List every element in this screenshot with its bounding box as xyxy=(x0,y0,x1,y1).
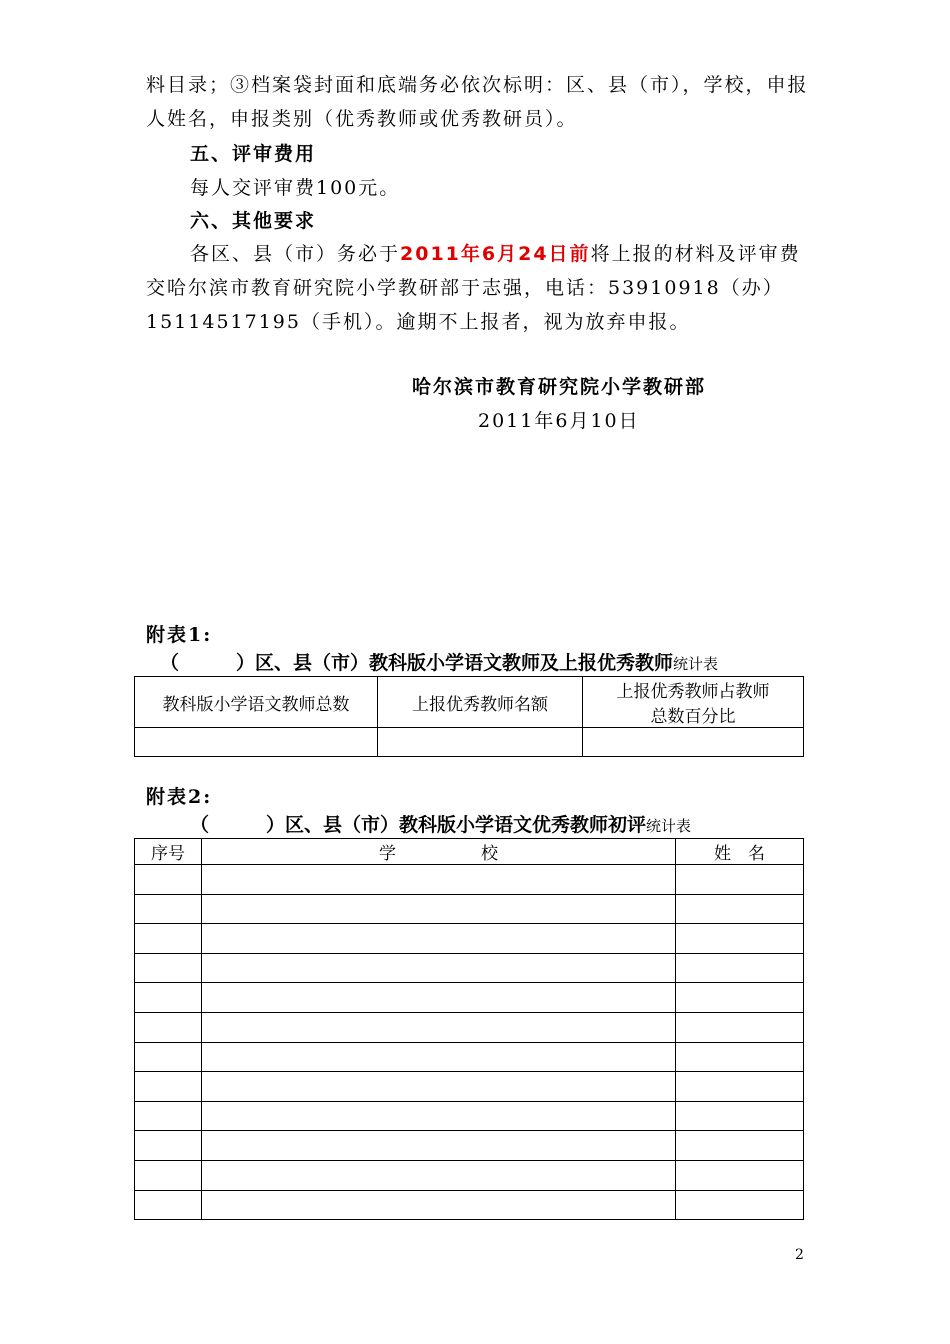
table2-cell[interactable] xyxy=(202,953,676,983)
table1-title-main: （ ）区、县（市）教科版小学语文教师及上报优秀教师 xyxy=(160,652,674,674)
table2-cell[interactable] xyxy=(202,1131,676,1161)
table-row xyxy=(135,865,804,895)
table2-cell[interactable] xyxy=(676,1042,804,1072)
table2-cell[interactable] xyxy=(135,1072,202,1102)
table2-cell[interactable] xyxy=(202,1012,676,1042)
table2-cell[interactable] xyxy=(202,1190,676,1220)
table-row xyxy=(135,953,804,983)
table2-cell[interactable] xyxy=(135,1131,202,1161)
table2-cell[interactable] xyxy=(676,1131,804,1161)
table-row xyxy=(135,1101,804,1131)
table-row xyxy=(135,1072,804,1102)
table1 xyxy=(134,676,804,757)
table2-cell[interactable] xyxy=(202,1160,676,1190)
requirement-line-3: 15114517195（手机）。逾期不上报者，视为放弃申报。 xyxy=(146,311,691,333)
table2-cell[interactable] xyxy=(135,924,202,954)
table1-header-quota: 上报优秀教师名额 xyxy=(378,677,583,728)
fee-text: 每人交评审费100元。 xyxy=(190,177,401,199)
table1-header-percent-line2: 总数百分比 xyxy=(650,707,736,727)
table2-cell[interactable] xyxy=(202,983,676,1013)
table2-header-school: 学 校 xyxy=(202,839,676,865)
table2-cell[interactable] xyxy=(135,865,202,895)
table2-cell[interactable] xyxy=(202,924,676,954)
table2-cell[interactable] xyxy=(135,1012,202,1042)
table2-cell[interactable] xyxy=(676,894,804,924)
table-row xyxy=(135,1012,804,1042)
table-row xyxy=(135,983,804,1013)
section-heading-fee: 五、评审费用 xyxy=(190,143,317,165)
table2-label: 附表2: xyxy=(146,786,213,808)
table1-header-total: 教科版小学语文教师总数 xyxy=(135,677,378,728)
table2-title-suffix: 统计表 xyxy=(646,817,692,835)
table1-header-percent xyxy=(583,677,804,728)
table2-cell[interactable] xyxy=(676,924,804,954)
table2 xyxy=(134,838,804,1220)
table2-cell[interactable] xyxy=(135,953,202,983)
table2-cell[interactable] xyxy=(202,865,676,895)
table2-cell[interactable] xyxy=(135,1160,202,1190)
table1-cell[interactable] xyxy=(135,728,378,757)
body-line-1: 料目录；③档案袋封面和底端务必依次标明：区、县（市），学校，申报 xyxy=(146,74,809,96)
table1-cell[interactable] xyxy=(378,728,583,757)
table-row xyxy=(135,894,804,924)
table2-cell[interactable] xyxy=(676,1160,804,1190)
table1-cell[interactable] xyxy=(583,728,804,757)
table2-cell[interactable] xyxy=(135,1042,202,1072)
requirement-line-1 xyxy=(190,237,801,271)
signature-date: 2011年6月10日 xyxy=(478,410,640,432)
body-line-2: 人姓名，申报类别（优秀教师或优秀教研员）。 xyxy=(146,108,578,130)
table2-cell[interactable] xyxy=(135,983,202,1013)
table2-cell[interactable] xyxy=(135,1101,202,1131)
table2-header-name: 姓 名 xyxy=(676,839,804,865)
table2-cell[interactable] xyxy=(676,953,804,983)
signature-org: 哈尔滨市教育研究院小学教研部 xyxy=(412,376,707,398)
table2-cell[interactable] xyxy=(676,1190,804,1220)
table1-header-percent-line1: 上报优秀教师占教师 xyxy=(616,682,770,702)
table2-cell[interactable] xyxy=(202,1042,676,1072)
requirement-suffix: 将上报的材料及评审费 xyxy=(590,243,801,265)
requirement-prefix: 各区、县（市）务必于 xyxy=(190,243,401,265)
deadline-date: 2011年6月24日前 xyxy=(400,243,591,265)
table2-cell[interactable] xyxy=(202,1072,676,1102)
table2-cell[interactable] xyxy=(676,1072,804,1102)
page-number: 2 xyxy=(795,1247,804,1263)
table-row xyxy=(135,1131,804,1161)
table2-cell[interactable] xyxy=(135,894,202,924)
table2-cell[interactable] xyxy=(202,894,676,924)
table2-header-number: 序号 xyxy=(135,839,202,865)
table2-cell[interactable] xyxy=(676,983,804,1013)
table-row xyxy=(135,1190,804,1220)
table-row xyxy=(135,1042,804,1072)
table2-cell[interactable] xyxy=(676,1101,804,1131)
section-heading-other: 六、其他要求 xyxy=(190,210,317,232)
table2-cell[interactable] xyxy=(676,1012,804,1042)
table2-title-main: （ ）区、县（市）教科版小学语文优秀教师初评 xyxy=(190,814,647,836)
table-row xyxy=(135,1160,804,1190)
table2-cell[interactable] xyxy=(135,1190,202,1220)
table2-cell[interactable] xyxy=(676,865,804,895)
table2-cell[interactable] xyxy=(202,1101,676,1131)
table1-title-suffix: 统计表 xyxy=(673,655,719,673)
table1-label: 附表1: xyxy=(146,624,213,646)
requirement-line-2: 交哈尔滨市教育研究院小学教研部于志强，电话：53910918（办） xyxy=(146,277,784,299)
table-row xyxy=(135,924,804,954)
